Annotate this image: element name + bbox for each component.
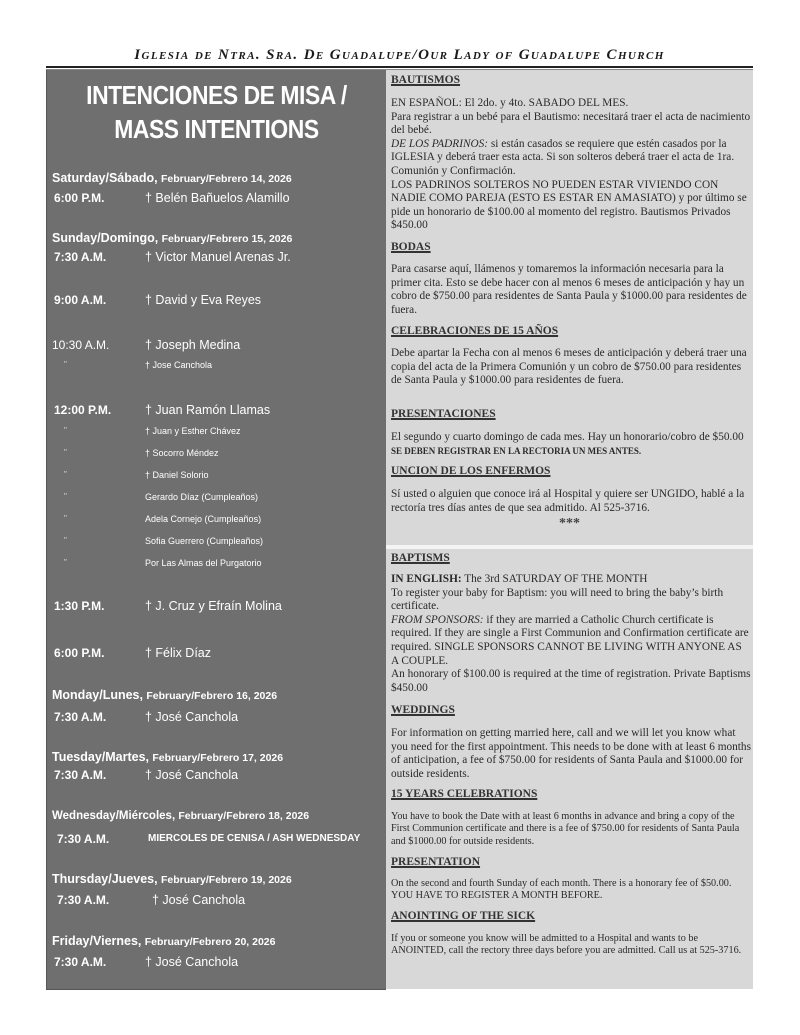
intention-name: † J. Cruz y Efraín Molina	[145, 599, 282, 613]
day-header-sunday	[52, 231, 292, 245]
intention-name: † Jose Canchola	[145, 360, 213, 370]
ditto-mark: "	[64, 558, 67, 567]
baptisms-line: An honorary of $100.00 is required at the time of registration. Private Baptisms $450.00	[391, 668, 751, 694]
presentaciones-emphasis: SE DEBEN REGISTRAR EN LA RECTORIA UN MES ANTES.	[391, 445, 642, 456]
intention-name: MIERCOLES DE CENISA / ASH WEDNESDAY	[148, 833, 361, 844]
anointing-text: If you or someone you know will be admitted to a Hospital and wants to be ANOINTED, call the rectory three days before you are admitted. Call us at 525-3716.	[391, 933, 742, 957]
intention-name: Por Las Almas del Purgatorio	[145, 558, 262, 568]
intention-name: † Daniel Solorio	[145, 470, 209, 480]
sponsors-text: if they are married a Catholic Church certificate is required. If they are single a First Communion and Confirmation certificate are required. SINGLE SPONSORS CANNOT BE LIVING WITH ANYONE AS A COUPLE.	[391, 613, 749, 667]
bautismos-line: Para registrar a un bebé para el Bautismo: necesitará traer el acta de nacimiento del bebé.	[391, 110, 751, 137]
day-date: February/Febrero 14, 2026	[160, 173, 292, 185]
section-heading-bodas: BODAS	[391, 241, 431, 253]
section-heading-quince: CELEBRACIONES DE 15 AÑOS	[391, 325, 559, 337]
intention-name: † Félix Díaz	[145, 646, 211, 660]
intention-name: † Joseph Medina	[145, 338, 241, 352]
intention-name: Adela Cornejo (Cumpleaños)	[145, 514, 262, 524]
section-heading-presentation: PRESENTATION	[391, 856, 481, 868]
ditto-mark: "	[64, 426, 67, 435]
mass-time: 12:00 P.M.	[54, 403, 112, 417]
sacraments-spanish-panel	[386, 70, 753, 545]
mass-time: 9:00 A.M.	[54, 293, 107, 307]
intention-name: † Socorro Méndez	[145, 448, 219, 458]
header-rule	[46, 66, 753, 68]
section-heading-presentaciones: PRESENTACIONES	[391, 408, 496, 420]
day-name: Wednesday/Miércoles,	[52, 810, 176, 822]
intention-name: Gerardo Díaz (Cumpleaños)	[145, 492, 259, 502]
weddings-text: For information on getting married here, call and we will let you know what you need for the first appointment. This needs to be done with at least 6 months of anticipation, a fee of $750.00 for residents of Santa Paula and $1000.00 for outside residents.	[391, 727, 751, 780]
intention-name: † José Canchola	[152, 893, 246, 907]
baptisms-line: To register your baby for Baptism: you will need to bring the baby’s birth certificate.	[391, 586, 724, 613]
day-date: February/Febrero 17, 2026	[152, 752, 284, 764]
intention-name: Sofia Guerrero (Cumpleaños)	[145, 536, 264, 546]
section-heading-uncion: UNCION DE LOS ENFERMOS	[391, 465, 551, 477]
day-name: Monday/Lunes,	[52, 688, 143, 702]
uncion-text: Sí usted o alguien que conoce irá al Hospital y quiere ser UNGIDO, hablé a la rectoría tres días antes de que sea admitido. Al 525-3716.	[391, 488, 745, 514]
title-line-2: MASS INTENTIONS	[114, 114, 319, 144]
quince-text: Debe apartar la Fecha con al menos 6 meses de anticipación y deberá traer una copia del acta de la Primera Comunión y un cobro de $750.00 para residentes de Santa Paula y $1000.00 para residentes de fuera.	[391, 347, 747, 387]
day-date: February/Febrero 19, 2026	[160, 874, 292, 886]
day-date: February/Febrero 18, 2026	[178, 810, 310, 822]
mass-intentions-title	[67, 78, 365, 146]
intention-name: † Juan Ramón Llamas	[145, 403, 271, 417]
ditto-mark: "	[64, 470, 67, 479]
mass-time: 7:30 A.M.	[54, 955, 107, 969]
day-name: Tuesday/Martes,	[52, 750, 150, 764]
day-date: February/Febrero 15, 2026	[161, 233, 293, 245]
intention-name: † José Canchola	[145, 710, 239, 724]
mass-time: 7:30 A.M.	[54, 250, 107, 264]
mass-intentions-panel	[46, 70, 386, 990]
day-name: Saturday/Sábado,	[52, 171, 158, 185]
title-line-1: INTENCIONES DE MISA /	[86, 80, 347, 110]
presentaciones-text	[391, 431, 751, 458]
mass-time: 7:30 A.M.	[54, 710, 107, 724]
separator-stars: ***	[559, 516, 580, 531]
intention-name: † José Canchola	[145, 768, 239, 782]
section-heading-anointing: ANOINTING OF THE SICK	[391, 910, 536, 922]
bautismos-line: EN ESPAÑOL: El 2do. y 4to. SABADO DEL MES.	[391, 97, 629, 109]
presentaciones-body: El segundo y cuarto domingo de cada mes. Hay un honorario/cobro de $50.00	[391, 431, 744, 443]
intention-name: † Victor Manuel Arenas Jr.	[145, 250, 291, 264]
sacraments-english-panel	[386, 549, 753, 989]
day-name: Friday/Viernes,	[52, 934, 142, 948]
intention-name: † Juan y Esther Chávez	[145, 426, 241, 436]
mass-time: 10:30 A.M.	[52, 338, 110, 352]
mass-time: 6:00 P.M.	[54, 191, 105, 205]
bautismos-line: LOS PADRINOS SOLTEROS NO PUEDEN ESTAR VIVIENDO CON NADIE COMO PAREJA (ESTO ES ESTAR EN AMASIATO) y por último se pide un honorario de $100.00 al momento del registro. Bautismos Privados $450.00	[391, 178, 747, 232]
ditto-mark: "	[64, 448, 67, 457]
day-header-monday	[52, 688, 277, 702]
section-heading-weddings: WEDDINGS	[391, 704, 455, 716]
ditto-mark: "	[64, 492, 67, 501]
baptisms-line1	[391, 573, 751, 587]
ditto-mark: "	[64, 514, 67, 523]
padrinos-text: si están casados se requiere que estén casados por la IGLESIA y deberá traer esta acta. Si son solteros deberá traer el acta de 1ra. Comunión y Confirmación.	[391, 137, 735, 177]
15-years-text: You have to book the Date with at least 6 months in advance and bring a copy of the First Communion certificate and there is a fee of $750.00 for residents of Santa Paula and $1000.00 for outside residents.	[391, 811, 740, 847]
day-name: Sunday/Domingo,	[52, 231, 159, 245]
intention-name: † David y Eva Reyes	[145, 293, 262, 307]
presentation-text: On the second and fourth Sunday of each month. There is a honorary fee of $50.00. YOU HAVE TO REGISTER A MONTH BEFORE.	[391, 878, 732, 902]
mass-time: 1:30 P.M.	[54, 599, 105, 613]
day-date: February/Febrero 20, 2026	[144, 936, 276, 948]
section-heading-15-years: 15 YEARS CELEBRATIONS	[391, 788, 538, 800]
bautismos-padrinos	[391, 138, 751, 179]
day-header-thursday	[52, 872, 292, 886]
bautismos-text	[391, 97, 751, 233]
mass-time: 7:30 A.M.	[57, 893, 110, 907]
day-header-friday	[52, 934, 275, 948]
mass-time: 7:30 A.M.	[57, 832, 110, 846]
bodas-text: Para casarse aquí, llámenos y tomaremos la información necesaria para la primer cita. Esto se debe hacer con al menos 6 meses de anticipación y hay un cobro de $750.00 para residentes de Santa Paula y $1000.00 para residentes de fuera.	[391, 263, 747, 316]
ditto-mark: "	[64, 536, 67, 545]
sponsors-label: FROM SPONSORS:	[391, 613, 484, 626]
ditto-mark: "	[64, 360, 67, 369]
baptisms-text	[391, 573, 751, 695]
section-heading-baptisms: BAPTISMS	[391, 552, 450, 564]
day-header-saturday	[52, 171, 292, 185]
baptisms-schedule: The 3rd SATURDAY OF THE MONTH	[461, 573, 648, 585]
mass-time: 7:30 A.M.	[54, 768, 107, 782]
padrinos-label: DE LOS PADRINOS:	[391, 137, 489, 150]
mass-time: 6:00 P.M.	[54, 646, 105, 660]
church-header-title: Iglesia de Ntra. Sra. De Guadalupe/Our Lady of Guadalupe Church	[134, 47, 665, 63]
day-name: Thursday/Jueves,	[52, 872, 158, 886]
day-date: February/Febrero 16, 2026	[146, 690, 278, 702]
intention-name: † José Canchola	[145, 955, 239, 969]
day-header-wednesday	[52, 810, 309, 822]
baptisms-sponsors	[391, 614, 751, 668]
in-english-label: IN ENGLISH:	[391, 573, 462, 585]
intention-name: † Belén Bañuelos Alamillo	[145, 191, 290, 205]
section-heading-bautismos: BAUTISMOS	[391, 74, 461, 86]
day-header-tuesday	[52, 750, 283, 764]
